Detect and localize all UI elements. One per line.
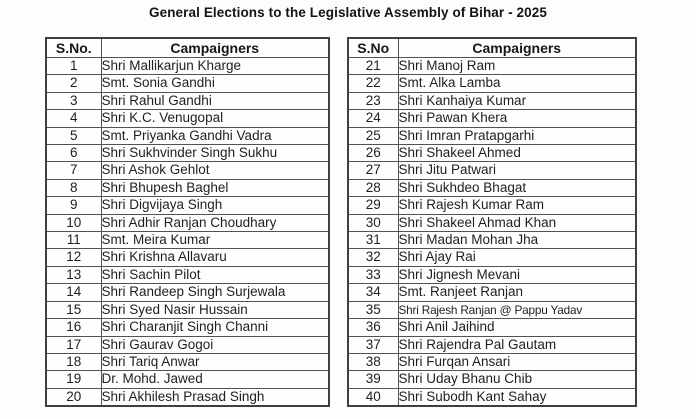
table-row (348, 58, 636, 75)
table-row (46, 249, 329, 266)
serial-number-cell: 14 (46, 284, 101, 301)
table-row (348, 284, 636, 301)
table-row (46, 266, 329, 283)
campaigner-name-cell: Shri Uday Bhanu Chib (398, 371, 636, 388)
serial-number-cell: 36 (348, 319, 398, 336)
table-row (348, 249, 636, 266)
campaigner-name-cell: Shri Adhir Ranjan Choudhary (101, 214, 329, 231)
campaigner-name-cell: Shri Gaurav Gogoi (101, 336, 329, 353)
table-row (46, 284, 329, 301)
table-row (46, 371, 329, 388)
table-row (46, 127, 329, 144)
table-row (46, 336, 329, 353)
campaigner-name-cell: Shri Anil Jaihind (398, 319, 636, 336)
campaigner-name-cell: Shri Sachin Pilot (101, 266, 329, 283)
table-row (348, 92, 636, 109)
table-row (348, 110, 636, 127)
campaigner-name-cell: Shri Kanhaiya Kumar (398, 92, 636, 109)
campaigner-name-cell: Shri Rajesh Ranjan @ Pappu Yadav (398, 301, 636, 318)
serial-number-cell: 8 (46, 179, 101, 196)
table-body (348, 58, 636, 407)
campaigner-name-cell: Shri Sukhdeo Bhagat (398, 179, 636, 196)
campaigner-name-cell: Dr. Mohd. Jawed (101, 371, 329, 388)
table-row (348, 319, 636, 336)
campaigner-name-cell: Shri Imran Pratapgarhi (398, 127, 636, 144)
table-row (348, 353, 636, 370)
table-row (348, 179, 636, 196)
campaigner-name-cell: Shri Bhupesh Baghel (101, 179, 329, 196)
campaigner-name-cell: Shri Shakeel Ahmad Khan (398, 214, 636, 231)
campaigner-name-cell: Shri K.C. Venugopal (101, 110, 329, 127)
table-body (46, 58, 329, 407)
serial-number-cell: 25 (348, 127, 398, 144)
serial-number-cell: 29 (348, 197, 398, 214)
campaigner-name-cell: Shri Ajay Rai (398, 249, 636, 266)
table-row (46, 58, 329, 75)
campaigner-name-cell: Shri Akhilesh Prasad Singh (101, 388, 329, 406)
table-row (348, 301, 636, 318)
serial-number-cell: 21 (348, 58, 398, 75)
column-header-campaigners: Campaigners (398, 38, 636, 58)
serial-number-cell: 5 (46, 127, 101, 144)
table-row (348, 336, 636, 353)
campaigner-name-cell: Smt. Sonia Gandhi (101, 75, 329, 92)
campaigner-name-cell: Shri Krishna Allavaru (101, 249, 329, 266)
table-row (46, 388, 329, 406)
table-row (46, 197, 329, 214)
campaigner-name-cell: Shri Mallikarjun Kharge (101, 58, 329, 75)
campaigner-name-cell: Shri Subodh Kant Sahay (398, 388, 636, 406)
campaigner-name-cell: Shri Jitu Patwari (398, 162, 636, 179)
serial-number-cell: 18 (46, 353, 101, 370)
serial-number-cell: 33 (348, 266, 398, 283)
table-row (348, 75, 636, 92)
campaigner-name-cell: Smt. Priyanka Gandhi Vadra (101, 127, 329, 144)
serial-number-cell: 1 (46, 58, 101, 75)
serial-number-cell: 32 (348, 249, 398, 266)
serial-number-cell: 13 (46, 266, 101, 283)
table-row (348, 145, 636, 162)
table-row (348, 127, 636, 144)
table-row (348, 266, 636, 283)
campaigner-name-cell: Shri Syed Nasir Hussain (101, 301, 329, 318)
tables-container (0, 37, 696, 407)
serial-number-cell: 40 (348, 388, 398, 406)
campaigner-name-cell: Shri Rajendra Pal Gautam (398, 336, 636, 353)
serial-number-cell: 27 (348, 162, 398, 179)
campaigner-name-cell: Shri Jignesh Mevani (398, 266, 636, 283)
table-row (348, 214, 636, 231)
serial-number-cell: 4 (46, 110, 101, 127)
serial-number-cell: 28 (348, 179, 398, 196)
campaigner-name-cell: Smt. Alka Lamba (398, 75, 636, 92)
table-row (348, 162, 636, 179)
campaigner-name-cell: Shri Tariq Anwar (101, 353, 329, 370)
serial-number-cell: 39 (348, 371, 398, 388)
column-header-sno: S.No (348, 38, 398, 58)
table-row (348, 197, 636, 214)
campaigner-name-cell: Shri Randeep Singh Surjewala (101, 284, 329, 301)
campaigner-name-cell: Smt. Meira Kumar (101, 232, 329, 249)
campaigner-name-cell: Shri Rajesh Kumar Ram (398, 197, 636, 214)
campaigner-name-cell: Shri Manoj Ram (398, 58, 636, 75)
campaigner-name-cell: Shri Pawan Khera (398, 110, 636, 127)
campaigner-name-cell: Shri Ashok Gehlot (101, 162, 329, 179)
serial-number-cell: 15 (46, 301, 101, 318)
serial-number-cell: 26 (348, 145, 398, 162)
campaigners-table-21-40 (347, 37, 637, 407)
serial-number-cell: 30 (348, 214, 398, 231)
table-row (46, 353, 329, 370)
serial-number-cell: 37 (348, 336, 398, 353)
serial-number-cell: 10 (46, 214, 101, 231)
serial-number-cell: 19 (46, 371, 101, 388)
serial-number-cell: 22 (348, 75, 398, 92)
campaigner-name-cell: Shri Rahul Gandhi (101, 92, 329, 109)
campaigner-name-cell: Smt. Ranjeet Ranjan (398, 284, 636, 301)
table-row (46, 92, 329, 109)
serial-number-cell: 34 (348, 284, 398, 301)
campaigner-name-cell: Shri Digvijaya Singh (101, 197, 329, 214)
serial-number-cell: 23 (348, 92, 398, 109)
serial-number-cell: 12 (46, 249, 101, 266)
table-row (348, 388, 636, 406)
table-row (46, 319, 329, 336)
serial-number-cell: 24 (348, 110, 398, 127)
table-row (46, 301, 329, 318)
table-row (46, 179, 329, 196)
campaigner-name-cell: Shri Sukhvinder Singh Sukhu (101, 145, 329, 162)
serial-number-cell: 16 (46, 319, 101, 336)
table-row (46, 162, 329, 179)
serial-number-cell: 38 (348, 353, 398, 370)
table-row (46, 110, 329, 127)
page-title: General Elections to the Legislative Assembly of Bihar - 2025 (149, 5, 547, 20)
serial-number-cell: 20 (46, 388, 101, 406)
serial-number-cell: 11 (46, 232, 101, 249)
campaigner-name-cell: Shri Shakeel Ahmed (398, 145, 636, 162)
table-row (46, 145, 329, 162)
serial-number-cell: 9 (46, 197, 101, 214)
table-row (46, 214, 329, 231)
serial-number-cell: 35 (348, 301, 398, 318)
column-header-sno: S.No. (46, 38, 101, 58)
table-row (348, 232, 636, 249)
table-header-row (348, 38, 636, 58)
table-header-row (46, 38, 329, 58)
serial-number-cell: 6 (46, 145, 101, 162)
column-header-campaigners: Campaigners (101, 38, 329, 58)
table-row (46, 75, 329, 92)
table-row (46, 232, 329, 249)
campaigners-table-1-20 (45, 37, 330, 407)
campaigner-name-cell: Shri Madan Mohan Jha (398, 232, 636, 249)
serial-number-cell: 17 (46, 336, 101, 353)
campaigner-name-cell: Shri Furqan Ansari (398, 353, 636, 370)
serial-number-cell: 2 (46, 75, 101, 92)
table-row (348, 371, 636, 388)
serial-number-cell: 7 (46, 162, 101, 179)
serial-number-cell: 3 (46, 92, 101, 109)
serial-number-cell: 31 (348, 232, 398, 249)
campaigner-name-cell: Shri Charanjit Singh Channi (101, 319, 329, 336)
